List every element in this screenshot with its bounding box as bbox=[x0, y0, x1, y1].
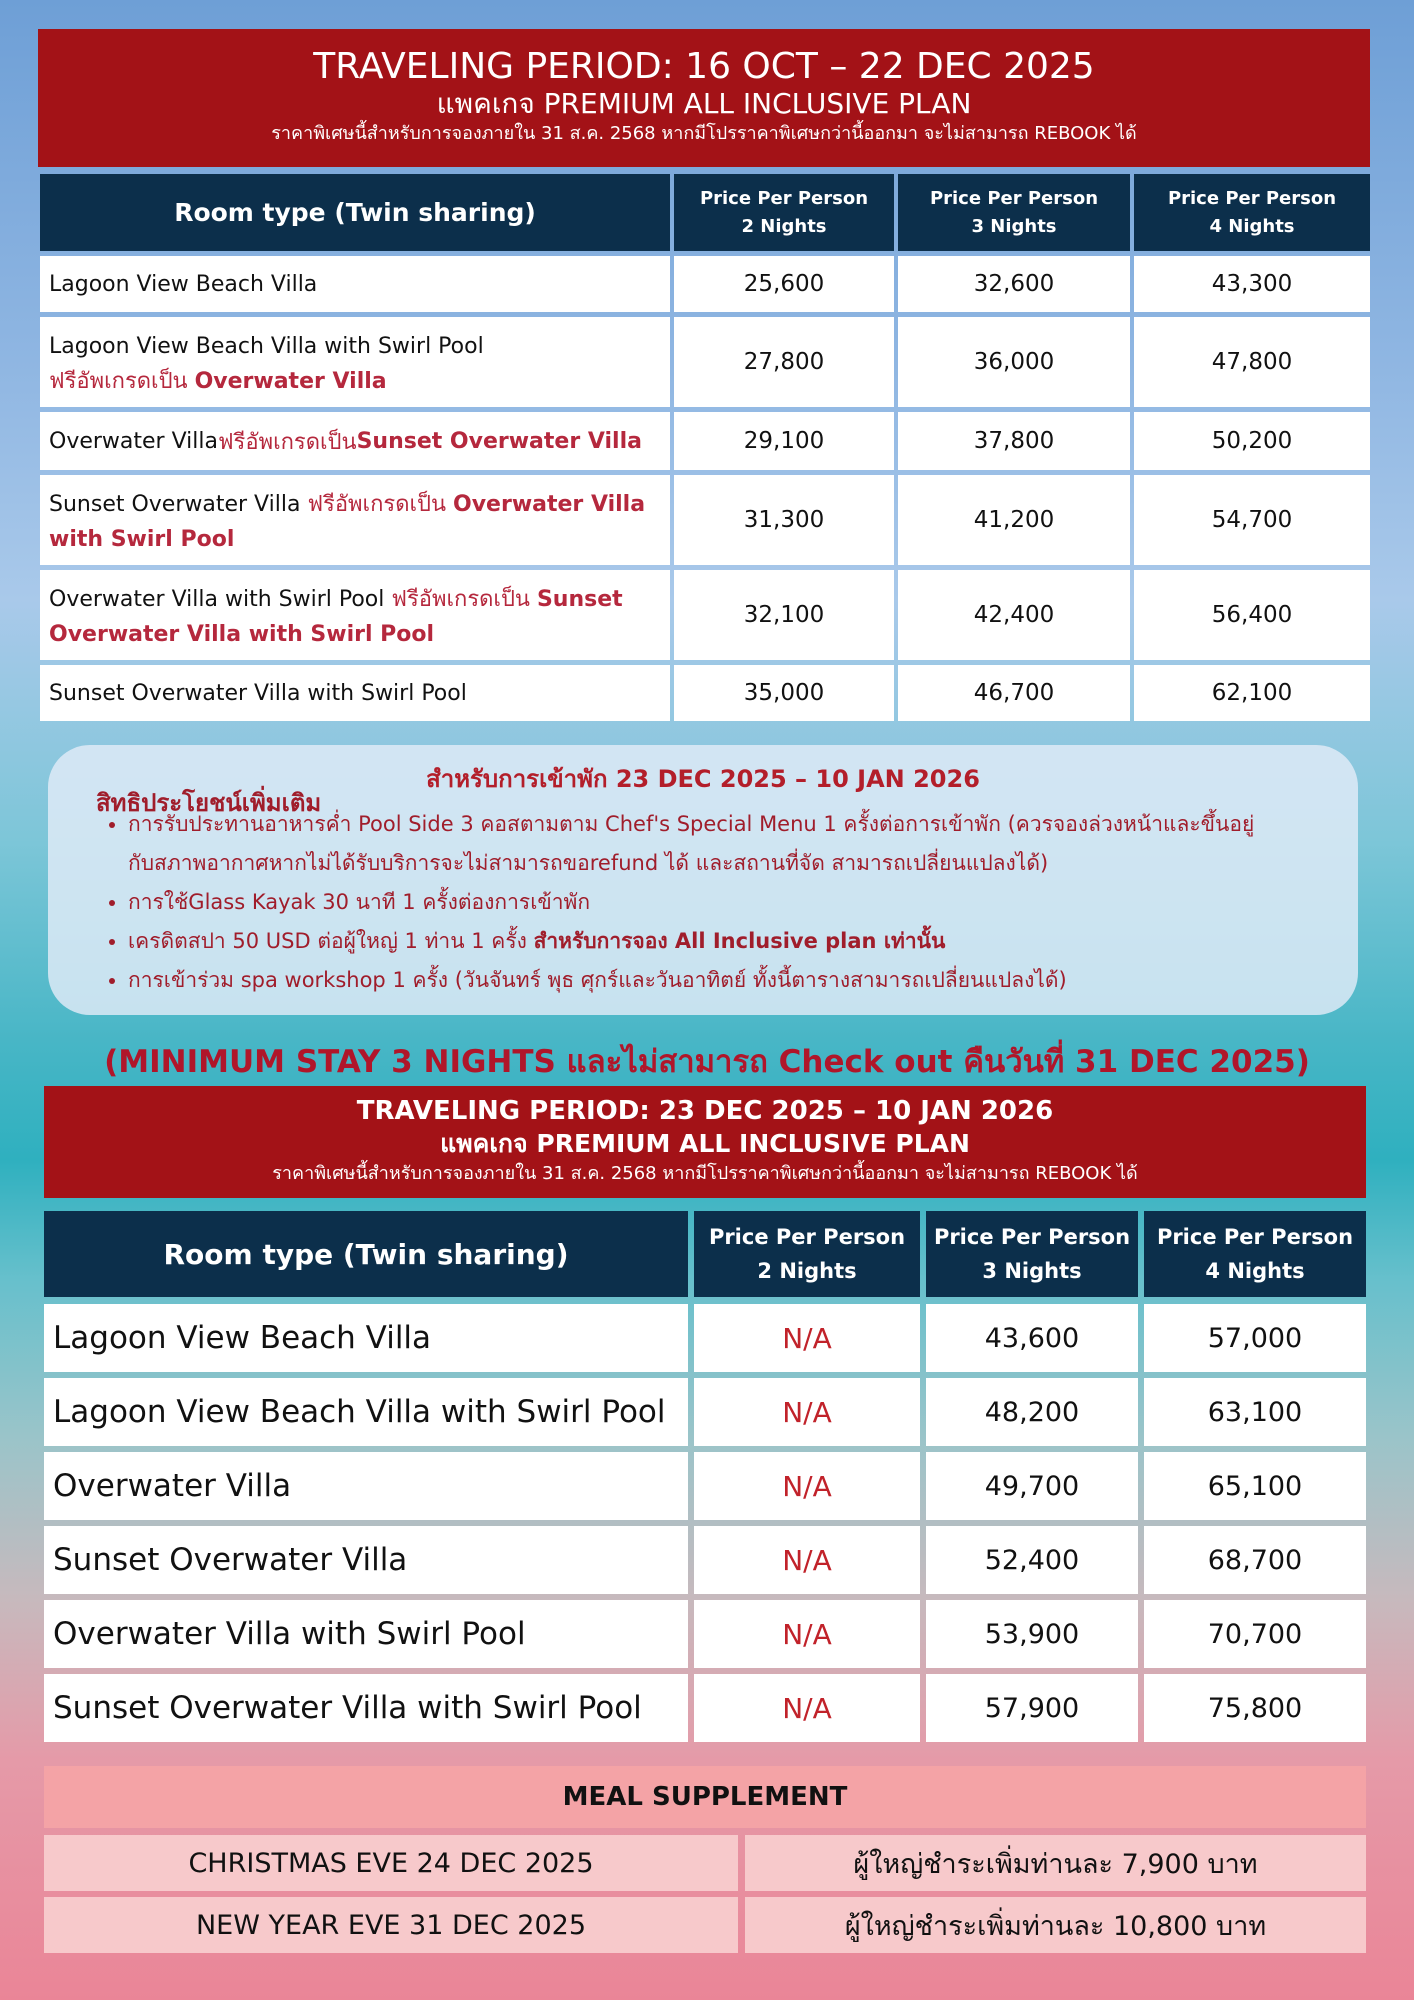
room-name-line2 bbox=[49, 522, 670, 557]
meal-supplement-title: MEAL SUPPLEMENT bbox=[44, 1766, 1366, 1828]
header-line2: 4 Nights bbox=[1205, 1259, 1305, 1283]
table-row-room-name bbox=[40, 256, 670, 312]
room-name-text: Sunset Overwater Villa with Swirl Pool bbox=[49, 680, 467, 706]
price-4nights: 47,800 bbox=[1134, 317, 1370, 407]
period2-title: TRAVELING PERIOD: 23 DEC 2025 – 10 JAN 2026 bbox=[356, 1096, 1054, 1126]
period2-header-room: Room type (Twin sharing) bbox=[44, 1211, 688, 1297]
upgrade-target-cont: Overwater Villa with Swirl Pool bbox=[49, 622, 435, 647]
price-3nights: 37,800 bbox=[898, 412, 1130, 470]
price-4nights: 65,100 bbox=[1144, 1452, 1366, 1520]
period1-note: ราคาพิเศษนี้สำหรับการจองภายใน 31 ส.ค. 2568 หากมีโปรราคาพิเศษกว่านี้ออกมา จะไม่สามารถ REBOOK ได้ bbox=[271, 123, 1137, 144]
header-line1: Price Per Person bbox=[933, 1225, 1131, 1249]
upgrade-label: ฟรีอัพเกรดเป็น bbox=[217, 429, 357, 455]
table-row-room-name: Sunset Overwater Villa with Swirl Pool bbox=[44, 1674, 688, 1742]
price-2nights: N/A bbox=[694, 1600, 920, 1668]
price-4nights: 54,700 bbox=[1134, 475, 1370, 565]
list-item bbox=[128, 883, 1348, 922]
table-row-room-name bbox=[40, 665, 670, 721]
upgrade-label: ฟรีอัพเกรดเป็น bbox=[49, 369, 195, 394]
table-row-room-name: Sunset Overwater Villa bbox=[44, 1526, 688, 1594]
upgrade-label: ฟรีอัพเกรดเป็น bbox=[307, 492, 454, 517]
price-2nights: 27,800 bbox=[674, 317, 894, 407]
upgrade-label: ฟรีอัพเกรดเป็น bbox=[391, 587, 537, 612]
upgrade-target: Sunset Overwater Villa bbox=[356, 428, 642, 454]
price-4nights: 57,000 bbox=[1144, 1304, 1366, 1372]
price-2nights: N/A bbox=[694, 1674, 920, 1742]
table-row-room-name: Overwater Villa with Swirl Pool bbox=[44, 1600, 688, 1668]
price-3nights: 49,700 bbox=[926, 1452, 1138, 1520]
price-4nights: 62,100 bbox=[1134, 665, 1370, 721]
period2-banner bbox=[44, 1086, 1366, 1198]
upgrade-target: Sunset bbox=[536, 587, 623, 612]
price-2nights: 29,100 bbox=[674, 412, 894, 470]
upgrade-target: Overwater Villa bbox=[194, 369, 387, 394]
upgrade-target: Overwater Villa bbox=[453, 492, 646, 517]
price-3nights: 36,000 bbox=[898, 317, 1130, 407]
header-line1: Price Per Person bbox=[929, 187, 1099, 209]
meal-event: NEW YEAR EVE 31 DEC 2025 bbox=[44, 1897, 738, 1953]
price-2nights: N/A bbox=[694, 1526, 920, 1594]
room-name-text: Sunset Overwater Villa bbox=[49, 492, 308, 517]
price-3nights: 43,600 bbox=[926, 1304, 1138, 1372]
benefits-box bbox=[48, 745, 1358, 1015]
price-3nights: 42,400 bbox=[898, 570, 1130, 660]
room-name-text: Overwater Villa with Swirl Pool bbox=[49, 587, 392, 612]
header-line2: 2 Nights bbox=[741, 215, 827, 237]
period2-package: แพคเกจ PREMIUM ALL INCLUSIVE PLAN bbox=[440, 1129, 970, 1158]
price-3nights: 32,600 bbox=[898, 256, 1130, 312]
benefits-list bbox=[68, 805, 1348, 1000]
price-2nights: N/A bbox=[694, 1304, 920, 1372]
price-2nights: N/A bbox=[694, 1452, 920, 1520]
price-2nights: 25,600 bbox=[674, 256, 894, 312]
list-item bbox=[128, 922, 1348, 961]
price-4nights: 63,100 bbox=[1144, 1378, 1366, 1446]
price-4nights: 50,200 bbox=[1134, 412, 1370, 470]
room-name-text: Lagoon View Beach Villa bbox=[49, 271, 318, 297]
header-line1: Price Per Person bbox=[1167, 187, 1337, 209]
price-3nights: 48,200 bbox=[926, 1378, 1138, 1446]
room-name-line1 bbox=[49, 487, 670, 522]
benefit-text-cont: กับสภาพอากาศหากไม่ได้รับบริการจะไม่สามารถขอrefund ได้ และสถานที่จัด สามารถเปลี่ยนแปลงได้) bbox=[128, 851, 1049, 875]
period1-banner bbox=[38, 29, 1370, 167]
header-line1: Price Per Person bbox=[708, 1225, 906, 1249]
period1-header-room: Room type (Twin sharing) bbox=[40, 174, 670, 251]
price-4nights: 70,700 bbox=[1144, 1600, 1366, 1668]
header-line1: Price Per Person bbox=[1156, 1225, 1354, 1249]
price-2nights: 31,300 bbox=[674, 475, 894, 565]
benefit-text: เครดิตสปา 50 USD ต่อผู้ใหญ่ 1 ท่าน 1 ครั้ง bbox=[128, 929, 534, 953]
period1-title: TRAVELING PERIOD: 16 OCT – 22 DEC 2025 bbox=[313, 46, 1095, 87]
room-name-line2 bbox=[49, 617, 670, 652]
benefit-text: การเข้าร่วม spa workshop 1 ครั้ง (วันจันทร์ พุธ ศุกร์และวันอาทิตย์ ทั้งนี้ตารางสามารถเปลี่ยนแปลงได้) bbox=[128, 968, 1067, 992]
table-row-room-name: Lagoon View Beach Villa with Swirl Pool bbox=[44, 1378, 688, 1446]
header-line2: 3 Nights bbox=[971, 215, 1057, 237]
price-2nights: N/A bbox=[694, 1378, 920, 1446]
upgrade-target-cont: with Swirl Pool bbox=[49, 527, 235, 552]
room-name-line1 bbox=[49, 329, 670, 364]
table-row-room-name bbox=[40, 570, 670, 660]
table-row-room-name bbox=[40, 317, 670, 407]
header-line1: Price Per Person bbox=[699, 187, 869, 209]
price-3nights: 52,400 bbox=[926, 1526, 1138, 1594]
period2-header-2nights bbox=[694, 1211, 920, 1297]
price-4nights: 75,800 bbox=[1144, 1674, 1366, 1742]
meal-event: CHRISTMAS EVE 24 DEC 2025 bbox=[44, 1835, 738, 1891]
benefit-text-bold: สำหรับการจอง All Inclusive plan เท่านั้น bbox=[533, 929, 946, 953]
benefit-text: การใช้Glass Kayak 30 นาที 1 ครั้งต่องการเข้าพัก bbox=[128, 890, 591, 914]
header-line2: 4 Nights bbox=[1209, 215, 1295, 237]
header-line2: 3 Nights bbox=[982, 1259, 1082, 1283]
minimum-stay-note: (MINIMUM STAY 3 NIGHTS และไม่สามารถ Check out คืนวันที่ 31 DEC 2025) bbox=[104, 1044, 1310, 1080]
benefits-period: สำหรับการเข้าพัก 23 DEC 2025 – 10 JAN 2026 bbox=[426, 765, 980, 793]
header-line2: 2 Nights bbox=[757, 1259, 857, 1283]
price-4nights: 56,400 bbox=[1134, 570, 1370, 660]
price-3nights: 53,900 bbox=[926, 1600, 1138, 1668]
table-row-room-name bbox=[40, 412, 670, 470]
room-name-text: Overwater Villa bbox=[49, 428, 218, 454]
meal-price: ผู้ใหญ่ชำระเพิ่มท่านละ 7,900 บาท bbox=[745, 1835, 1366, 1891]
price-3nights: 41,200 bbox=[898, 475, 1130, 565]
price-2nights: 35,000 bbox=[674, 665, 894, 721]
period1-package: แพคเกจ PREMIUM ALL INCLUSIVE PLAN bbox=[436, 87, 972, 120]
table-row-room-name bbox=[40, 475, 670, 565]
benefit-text: การรับประทานอาหารค่ำ Pool Side 3 คอสตามตาม Chef's Special Menu 1 ครั้งต่อการเข้าพัก (ควรจองล่วงหน้าและขึ้นอยู่ bbox=[128, 812, 1255, 836]
price-3nights: 46,700 bbox=[898, 665, 1130, 721]
price-3nights: 57,900 bbox=[926, 1674, 1138, 1742]
list-item bbox=[128, 961, 1348, 1000]
room-name-line2 bbox=[49, 364, 670, 399]
period2-header-4nights bbox=[1144, 1211, 1366, 1297]
table-row-room-name: Overwater Villa bbox=[44, 1452, 688, 1520]
table-row-room-name: Lagoon View Beach Villa bbox=[44, 1304, 688, 1372]
price-4nights: 68,700 bbox=[1144, 1526, 1366, 1594]
room-name-line1 bbox=[49, 582, 670, 617]
price-2nights: 32,100 bbox=[674, 570, 894, 660]
room-name-text: Lagoon View Beach Villa with Swirl Pool bbox=[49, 334, 484, 359]
period2-note: ราคาพิเศษนี้สำหรับการจองภายใน 31 ส.ค. 2568 หากมีโปรราคาพิเศษกว่านี้ออกมา จะไม่สามารถ REBOOK ได้ bbox=[272, 1163, 1138, 1184]
meal-price: ผู้ใหญ่ชำระเพิ่มท่านละ 10,800 บาท bbox=[745, 1897, 1366, 1953]
period1-header-3nights bbox=[898, 174, 1130, 251]
period1-header-2nights bbox=[674, 174, 894, 251]
list-item bbox=[128, 805, 1348, 883]
period1-header-4nights bbox=[1134, 174, 1370, 251]
period2-header-3nights bbox=[926, 1211, 1138, 1297]
benefits-heading: สิทธิประโยชน์เพิ่มเติม bbox=[96, 789, 322, 817]
price-4nights: 43,300 bbox=[1134, 256, 1370, 312]
